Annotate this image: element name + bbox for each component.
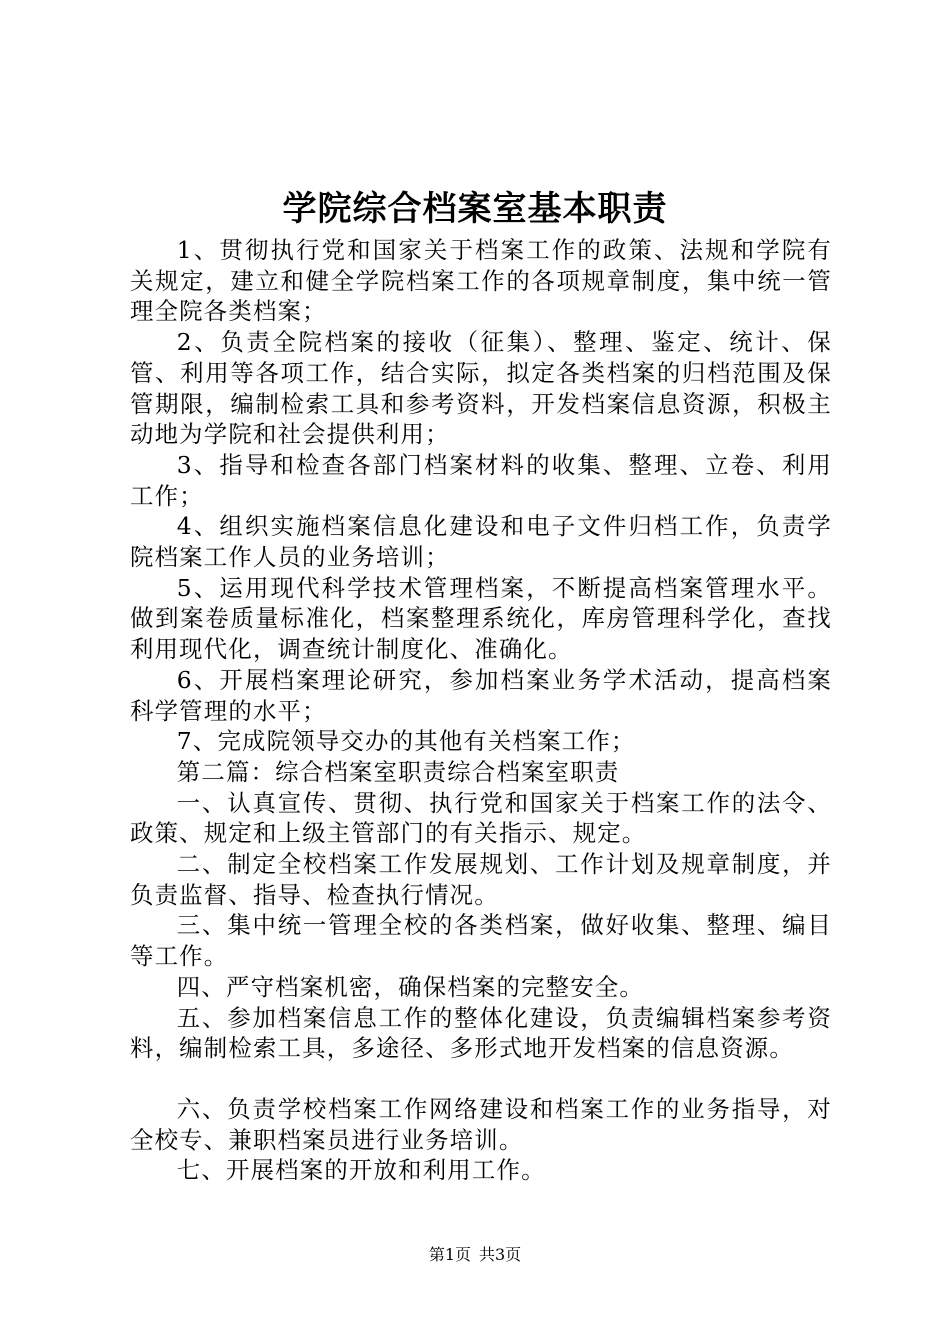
duty-item-2: 二、制定全校档案工作发展规划、工作计划及规章制度，并负责监督、指导、检查执行情况。	[130, 850, 832, 909]
paragraph-4: 4、组织实施档案信息化建设和电子文件归档工作，负责学院档案工作人员的业务培训；	[130, 512, 832, 572]
page-number: 第1页	[428, 1245, 471, 1264]
paragraph-3: 3、指导和检查各部门档案材料的收集、整理、立卷、利用工作；	[130, 450, 832, 510]
paragraph-2: 2、负责全院档案的接收（征集）、整理、鉴定、统计、保管、利用等各项工作，结合实际，拟定各类档案的归档范围及保管期限，编制检索工具和参考资料，开发档案信息资源，积极主动地为学院和社会提供利用；	[130, 328, 832, 449]
paragraph-6: 6、开展档案理论研究，参加档案业务学术活动，提高档案科学管理的水平；	[130, 665, 832, 725]
section-heading-chapter-2: 第二篇：综合档案室职责综合档案室职责	[176, 757, 620, 786]
duty-item-7: 七、开展档案的开放和利用工作。	[176, 1156, 546, 1185]
page-footer	[0, 1244, 950, 1266]
duty-item-4: 四、严守档案机密，确保档案的完整安全。	[176, 972, 645, 1001]
page-total: 共3页	[479, 1245, 522, 1264]
document-title: 学院综合档案室基本职责	[282, 189, 668, 229]
document-body	[130, 235, 832, 1186]
duty-item-6: 六、负责学校档案工作网络建设和档案工作的业务指导，对全校专、兼职档案员进行业务培训。	[130, 1094, 832, 1154]
duty-item-1: 一、认真宣传、贯彻、执行党和国家关于档案工作的法令、政策、规定和上级主管部门的有关指示、规定。	[130, 788, 832, 848]
duty-item-3: 三、集中统一管理全校的各类档案，做好收集、整理、编目等工作。	[130, 911, 832, 971]
duty-item-5: 五、参加档案信息工作的整体化建设，负责编辑档案参考资料，编制检索工具，多途径、多形式地开发档案的信息资源。	[130, 1003, 832, 1063]
paragraph-1: 1、贯彻执行党和国家关于档案工作的政策、法规和学院有关规定，建立和健全学院档案工作的各项规章制度，集中统一管理全院各类档案；	[130, 236, 832, 326]
paragraph-5: 5、运用现代科学技术管理档案，不断提高档案管理水平。做到案卷质量标准化，档案整理系统化，库房管理科学化，查找利用现代化，调查统计制度化、准确化。	[130, 573, 832, 664]
blank-line	[130, 1064, 832, 1094]
paragraph-7: 7、完成院领导交办的其他有关档案工作；	[176, 727, 636, 756]
